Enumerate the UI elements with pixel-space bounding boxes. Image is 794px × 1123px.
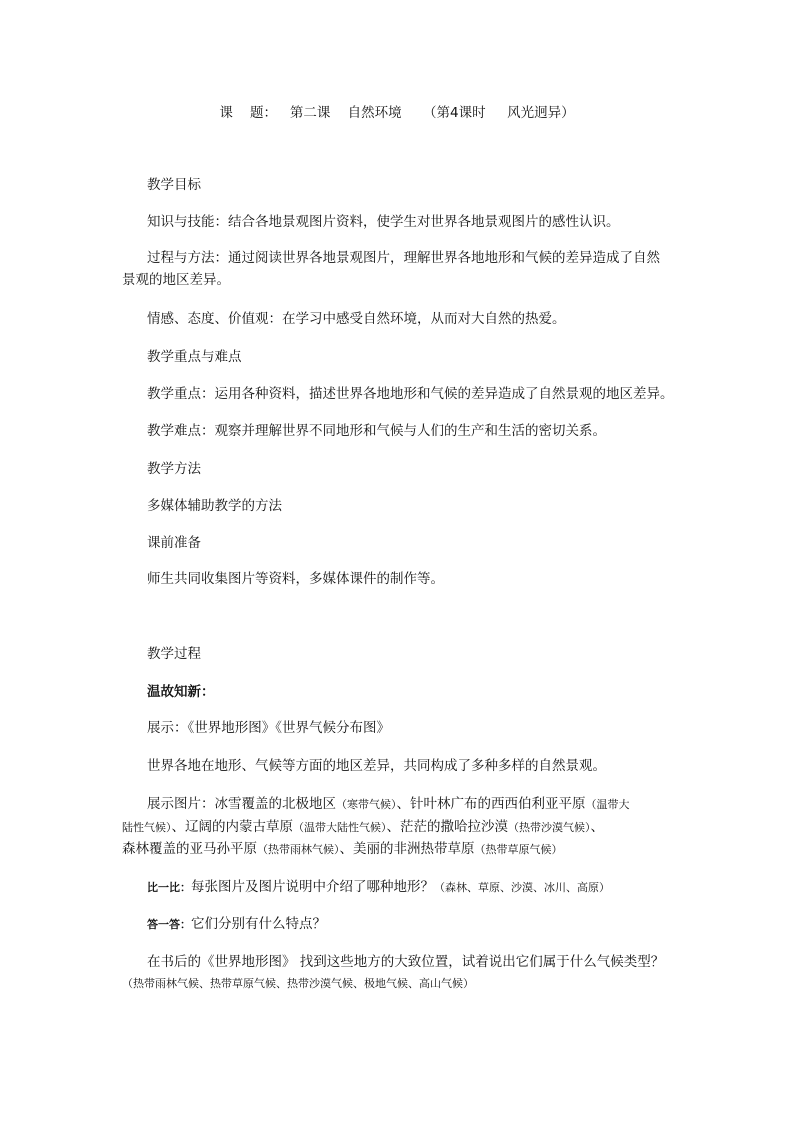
find-line: 在书后的《世界地形图》 找到这些地方的大致位置，试着说出它们属于什么气候类型？: [147, 954, 665, 970]
answer-text: 它们分别有什么特点？: [191, 916, 326, 932]
method-text: 多媒体辅助教学的方法: [147, 498, 282, 514]
compare-text: 每张图片及图片说明中介绍了哪种地形？: [191, 879, 434, 895]
pictures-text: 、美丽的非洲热带草原: [339, 841, 475, 857]
climate-note: （温带大: [585, 798, 630, 811]
review-heading: 温故知新：: [147, 684, 215, 700]
lesson-title: 课 题： 第二课 自然环境 （第4课时 风光迥异）: [219, 105, 575, 121]
goals-heading: 教学目标: [147, 177, 201, 193]
method-heading: 教学方法: [147, 461, 201, 477]
climate-note: 陆性气候）: [122, 821, 172, 834]
climate-note: （热带雨林气候）: [257, 843, 340, 856]
pictures-text: 、: [590, 819, 604, 835]
climate-note: （温带大陆性气候）: [293, 821, 387, 834]
pictures-line2: [122, 818, 604, 837]
pictures-text: 、针叶林广布的西西伯利亚平原: [396, 796, 586, 812]
goal-knowledge: 知识与技能：结合各地景观图片资料，使学生对世界各地景观图片的感性认识。: [147, 214, 620, 230]
goal-process-line1: 过程与方法：通过阅读世界各地景观图片，理解世界各地地形和气候的差异造成了自然: [147, 250, 660, 266]
summary-text: 世界各地在地形、气候等方面的地区差异，共同构成了多种多样的自然景观。: [147, 758, 606, 774]
pictures-text: 、辽阔的内蒙古草原: [171, 819, 293, 835]
pictures-line3: [122, 840, 563, 859]
find-answer: （热带雨林气候、热带草原气候、热带沙漠气候、极地气候、高山气候）: [122, 977, 474, 990]
answer-label: 答一答：: [147, 918, 191, 931]
process-heading: 教学过程: [147, 646, 201, 662]
pictures-text: 展示图片：冰雪覆盖的北极地区: [147, 796, 336, 812]
show-text: 展示：《世界地形图》《世界气候分布图》: [147, 720, 390, 736]
goal-process-line2: 景观的地区差异。: [122, 272, 230, 288]
pictures-line1: [147, 795, 630, 814]
prep-heading: 课前准备: [147, 535, 201, 551]
climate-note: （热带沙漠气候）: [508, 821, 591, 834]
climate-note: （寒带气候）: [336, 798, 397, 811]
key-heading: 教学重点与难点: [147, 349, 242, 365]
goal-emotion: 情感、态度、价值观：在学习中感受自然环境，从而对大自然的热爱。: [147, 311, 566, 327]
compare-line: [147, 878, 610, 897]
climate-note: （热带草原气候）: [474, 843, 563, 856]
compare-label: 比一比：: [147, 881, 191, 894]
pictures-text: 森林覆盖的亚马孙平原: [122, 841, 257, 857]
key-point: 教学重点：运用各种资料，描述世界各地地形和气候的差异造成了自然景观的地区差异。: [147, 386, 674, 402]
difficult-point: 教学难点：观察并理解世界不同地形和气候与人们的生产和生活的密切关系。: [147, 423, 606, 439]
prep-text: 师生共同收集图片等资料，多媒体课件的制作等。: [147, 571, 444, 587]
compare-answer: （森林、草原、沙漠、冰川、高原）: [434, 881, 610, 894]
answer-line: [147, 915, 326, 934]
pictures-text: 、茫茫的撒哈拉沙漠: [386, 819, 508, 835]
